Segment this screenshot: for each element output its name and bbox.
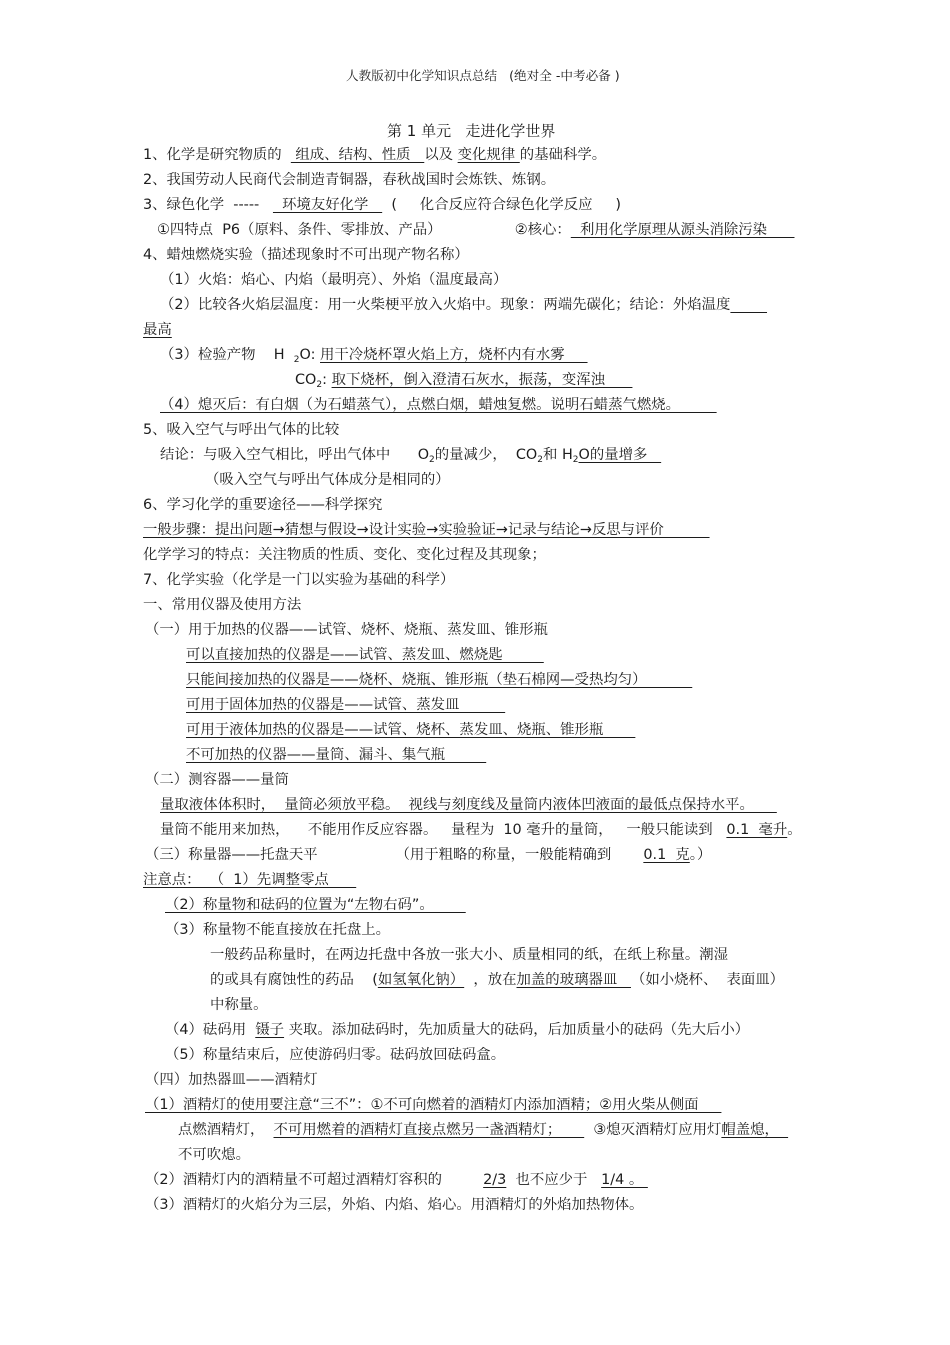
line-text: CO (295, 372, 317, 388)
text-line (186, 695, 505, 715)
text-line (143, 545, 546, 565)
text-line (165, 920, 390, 940)
answer-text: 可以直接加热的仪器是——试管、蒸发皿、燃烧匙 (186, 647, 544, 663)
text-line (143, 870, 356, 890)
answer-text: 可用于液体加热的仪器是——试管、烧杯、蒸发皿、烧瓶、锥形瓶 (186, 722, 636, 738)
line-text: 不可吹熄。 (178, 1147, 250, 1163)
line-text: O: (299, 347, 321, 363)
line-text: 2 (293, 355, 300, 365)
line-text: 中称量。 (210, 997, 268, 1013)
answer-text: 1/4 。 (601, 1172, 648, 1188)
answer-text: 环境友好化学 (272, 197, 383, 213)
line-text: 也不应少于 (506, 1172, 602, 1188)
line-text: ( 化合反应符合绿色化学反应 ) (382, 197, 621, 213)
text-line (143, 420, 339, 440)
answer-text: 只能间接加热的仪器是——烧杯、烧瓶、锥形瓶（垫石棉网—受热均匀） (186, 672, 693, 688)
answer-text: 不可用燃着的酒精灯直接点燃另一盏酒精灯； (273, 1122, 585, 1138)
page-header: 人教版初中化学知识点总结 (绝对全 -中考必备 ) (346, 68, 620, 83)
answer-text: （1）酒精灯的使用要注意“三不”：①不可向燃着的酒精灯内添加酒精；②用火柴从侧面 (145, 1097, 722, 1113)
text-line (210, 995, 268, 1015)
line-text: 量筒不能用来加热， 不能用作反应容器。 量程为 10 毫升的量筒， 一般只能读到 (160, 822, 727, 838)
answer-text: 注意点： （ 1）先调整零点 (143, 872, 357, 888)
line-text: 一、常用仪器及使用方法 (143, 597, 302, 613)
line-text: 2 (572, 455, 579, 465)
line-text: 和 H (542, 447, 573, 463)
line-text: （四）加热器皿——酒精灯 (145, 1072, 318, 1088)
line-text: 点燃酒精灯， (178, 1122, 274, 1138)
text-line (145, 1195, 643, 1215)
line-text: 的量减少， CO (434, 447, 538, 463)
line-text: 2 (537, 455, 543, 465)
line-text: 6、学习化学的重要途径——科学探究 (143, 497, 383, 513)
answer-text: 一般步骤：提出问题→猜想与假设→设计实验→实验验证→记录与结论→反思与评价 (143, 522, 710, 538)
text-line (186, 720, 635, 740)
answer-text: 可用于固体加热的仪器是——试管、蒸发皿 (186, 697, 506, 713)
line-text: 2、我国劳动人民商代会制造青铜器，春秋战国时会炼铁、炼钢。 (143, 172, 556, 188)
text-line (186, 745, 486, 765)
answer-text: 不可加热的仪器——量筒、漏斗、集气瓶 (186, 747, 487, 763)
answer-text: 变化规律 (457, 147, 520, 163)
text-line (165, 895, 466, 915)
answer-text: 帽盖熄， (721, 1122, 789, 1138)
text-line (205, 470, 450, 490)
text-line (160, 820, 802, 840)
line-text: 化学学习的特点：关注物质的性质、变化、变化过程及其现象； (143, 547, 546, 563)
text-line (143, 595, 301, 615)
line-text: 一般药品称量时，在两边托盘中各放一张大小、质量相同的纸，在纸上称量。潮湿 (210, 947, 729, 963)
line-text: （3）称量物不能直接放在托盘上。 (165, 922, 391, 938)
text-line (143, 520, 710, 540)
answer-text: 加盖的玻璃器皿 (516, 972, 631, 988)
text-line (143, 320, 172, 340)
answer-text: 取下烧杯，倒入澄清石灰水，振荡，变浑浊 (331, 372, 633, 388)
line-text: （4）砝码用 (165, 1022, 256, 1038)
line-text: （二）测容器——量筒 (145, 772, 289, 788)
text-line (160, 795, 777, 815)
text-line (178, 1120, 788, 1140)
text-line (165, 1020, 749, 1040)
text-line (160, 445, 661, 470)
text-line (157, 220, 794, 240)
text-line (143, 570, 454, 590)
line-text: 1、化学是研究物质的 (143, 147, 291, 163)
line-text: （如小烧杯、 表面皿） (630, 972, 785, 988)
line-text: 。） (689, 847, 712, 863)
line-text: （3）酒精灯的火焰分为三层，外焰、内焰、焰心。用酒精灯的外焰加热物体。 (145, 1197, 644, 1213)
text-line (210, 970, 784, 990)
answer-text (730, 297, 767, 313)
line-text: ①四特点 P6（原料、条件、零排放、产品） ②核心： (157, 222, 571, 238)
text-line (186, 645, 544, 665)
answer-text: 0.1 克 (643, 847, 690, 863)
text-line (143, 195, 621, 215)
line-text: （3）检验产物 H (160, 347, 294, 363)
line-text: （吸入空气与呼出气体成分是相同的） (205, 472, 450, 488)
text-line (145, 1170, 648, 1190)
line-text: ，放在 (464, 972, 517, 988)
answer-text: （4）熄灭后：有白烟（为石蜡蒸气），点燃白烟，蜡烛复燃。说明石蜡蒸气燃烧。 (160, 397, 717, 413)
text-line (143, 170, 555, 190)
line-text: （1）火焰：焰心、内焰（最明亮）、外焰（温度最高） (160, 272, 508, 288)
text-line (178, 1145, 250, 1165)
answer-text: （2）称量物和砝码的位置为“左物右码”。 (165, 897, 466, 913)
text-line (160, 270, 507, 290)
line-text: 7、化学实验（化学是一门以实验为基础的科学） (143, 572, 455, 588)
line-text: （三）称量器——托盘天平 （用于粗略的称量，一般能精确到 (145, 847, 644, 863)
answer-text: 量取液体体积时， 量筒必须放平稳。 视线与刻度线及量筒内液体凹液面的最低点保持水平。 (160, 797, 777, 813)
text-line (145, 1070, 318, 1090)
line-text: 的基础科学。 (519, 147, 607, 163)
text-line (295, 370, 632, 395)
text-line (210, 945, 728, 965)
line-text: 3、绿色化学 ----- (143, 197, 273, 213)
line-text: （2）酒精灯内的酒精量不可超过酒精灯容积的 (145, 1172, 484, 1188)
text-line (143, 495, 382, 515)
text-line (160, 295, 767, 315)
answer-text: 镊子 (255, 1022, 285, 1038)
line-text: 的或具有腐蚀性的药品 ( (210, 972, 378, 988)
line-text: （2）比较各火焰层温度：用一火柴梗平放入火焰中。现象：两端先碳化；结论：外焰温度 (160, 297, 731, 313)
unit-title: 第 1 单元 走进化学世界 (387, 122, 556, 140)
answer-text: O的量增多 (578, 447, 662, 463)
line-text: : (322, 372, 332, 388)
text-line (145, 845, 711, 865)
answer-text: 如氢氧化钠） (377, 972, 465, 988)
line-text: 以及 (424, 147, 458, 163)
answer-text: 组成、结构、性质 (290, 147, 425, 163)
answer-text: 2/3 (483, 1172, 507, 1188)
line-text: 2 (429, 455, 435, 465)
line-text: 5、吸入空气与呼出气体的比较 (143, 422, 340, 438)
line-text: 。 (787, 822, 802, 838)
text-line (145, 1095, 721, 1115)
text-line (145, 770, 289, 790)
line-text: ③熄灭酒精灯应用灯 (584, 1122, 722, 1138)
text-line (145, 620, 548, 640)
line-text: 结论：与吸入空气相比，呼出气体中 O (160, 447, 430, 463)
line-text: 夹取。添加砝码时，先加质量大的砝码，后加质量小的砝码（先大后小） (284, 1022, 750, 1038)
text-line (143, 245, 469, 265)
line-text: （一）用于加热的仪器——试管、烧杯、烧瓶、蒸发皿、锥形瓶 (145, 622, 548, 638)
line-text: 2 (316, 380, 323, 390)
line-text: 4、蜡烛燃烧实验（描述现象时不可出现产物名称） (143, 247, 469, 263)
text-line (165, 1045, 505, 1065)
line-text: （5）称量结束后，应使游码归零。砝码放回砝码盒。 (165, 1047, 506, 1063)
text-line (160, 395, 717, 415)
answer-text: 用干冷烧杯罩火焰上方，烧杯内有水雾 (320, 347, 588, 363)
answer-text: 0.1 毫升 (726, 822, 788, 838)
text-line (186, 670, 692, 690)
answer-text: 利用化学原理从源头消除污染 (570, 222, 795, 238)
text-line (160, 345, 588, 370)
text-line (143, 145, 606, 165)
answer-text: 最高 (143, 322, 172, 338)
